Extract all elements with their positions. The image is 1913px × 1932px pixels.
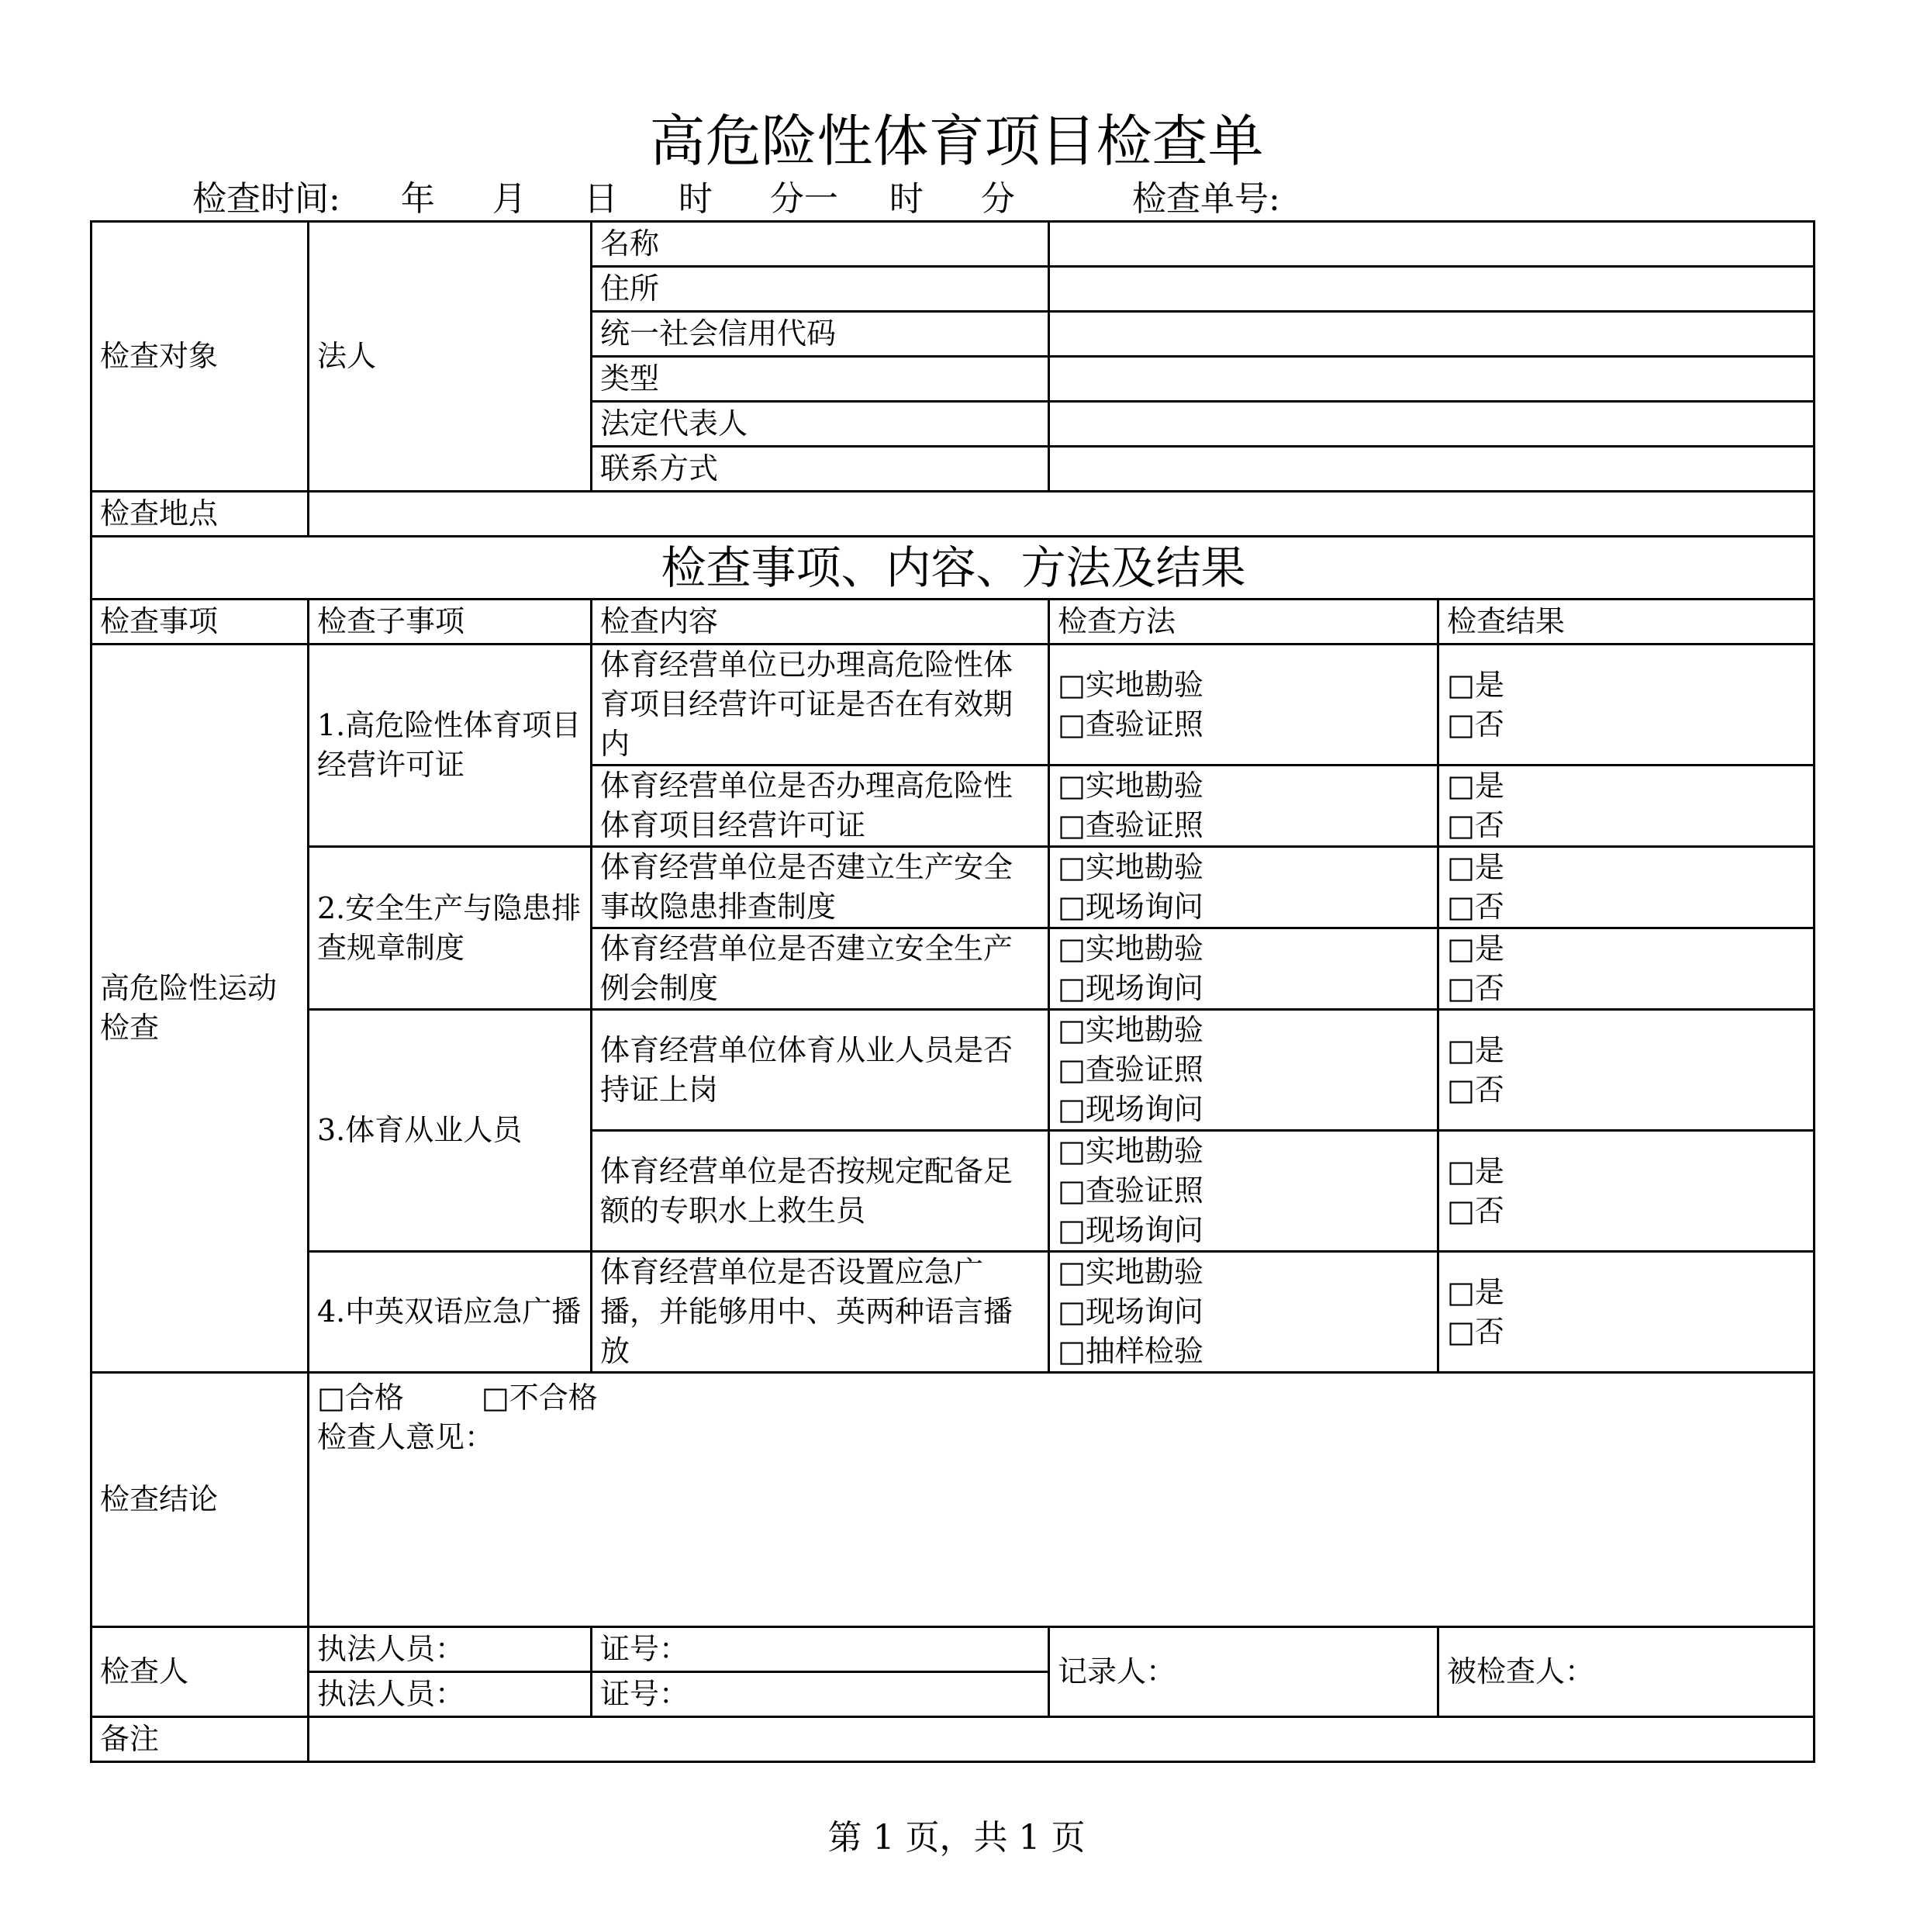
result-cell: [1438, 1010, 1815, 1131]
fail-option[interactable]: □不合格: [481, 1381, 598, 1415]
inspector-label: 检查人: [92, 1627, 309, 1717]
time-label: 检查时间:: [192, 179, 340, 219]
page-title: 高危险性体育项目检查单: [649, 109, 1264, 174]
subitem-safety: 2.安全生产与隐患排查规章制度: [309, 847, 592, 1010]
field-contact-value[interactable]: [1049, 447, 1815, 492]
method-option[interactable]: □实地勘验: [1058, 1013, 1203, 1047]
method-cell: [1049, 928, 1438, 1010]
content-cell: 体育经营单位体育从业人员是否持证上岗: [592, 1010, 1049, 1131]
field-type-label: 类型: [592, 357, 1049, 402]
item-label: 高危险性运动检查: [92, 645, 309, 1373]
content-cell: 体育经营单位是否建立生产安全事故隐患排查制度: [592, 847, 1049, 928]
field-address-value[interactable]: [1049, 267, 1815, 312]
result-no-option[interactable]: □否: [1447, 707, 1504, 741]
field-contact-label: 联系方式: [592, 447, 1049, 492]
header-content: 检查内容: [592, 600, 1049, 645]
officer-label[interactable]: 执法人员：: [309, 1672, 592, 1717]
content-cell: 体育经营单位是否设置应急广播，并能够用中、英两种语言播放: [592, 1252, 1049, 1373]
minute-end-label: 分: [980, 179, 1015, 219]
result-cell: [1438, 928, 1815, 1010]
month-label: 月: [492, 179, 527, 219]
content-cell: 体育经营单位已办理高危险性体育项目经营许可证是否在有效期内: [592, 645, 1049, 766]
result-yes-option[interactable]: □是: [1447, 667, 1504, 702]
subitem-broadcast: 4.中英双语应急广播: [309, 1252, 592, 1373]
field-credit-code-value[interactable]: [1049, 312, 1815, 357]
conclusion-cell[interactable]: [309, 1373, 1815, 1627]
method-cell: [1049, 1252, 1438, 1373]
conclusion-label: 检查结论: [92, 1373, 309, 1627]
method-option[interactable]: □实地勘验: [1058, 769, 1203, 803]
pass-option[interactable]: □合格: [317, 1381, 404, 1415]
subject-type: 法人: [309, 222, 592, 492]
header-subitem: 检查子事项: [309, 600, 592, 645]
method-option[interactable]: □现场询问: [1058, 1092, 1203, 1126]
result-cell: [1438, 1252, 1815, 1373]
header-method: 检查方法: [1049, 600, 1438, 645]
recorder-label[interactable]: 记录人：: [1049, 1627, 1438, 1717]
field-credit-code-label: 统一社会信用代码: [592, 312, 1049, 357]
page-footer: 第 1 页，共 1 页: [827, 1818, 1086, 1858]
field-name-label: 名称: [592, 222, 1049, 267]
method-option[interactable]: □查验证照: [1058, 707, 1203, 741]
field-legal-rep-label: 法定代表人: [592, 402, 1049, 447]
minute-label: 分一: [769, 179, 838, 219]
result-no-option[interactable]: □否: [1447, 1314, 1504, 1349]
opinion-label: 检查人意见：: [317, 1420, 495, 1454]
method-option[interactable]: □查验证照: [1058, 1173, 1203, 1208]
method-option[interactable]: □现场询问: [1058, 1294, 1203, 1329]
result-no-option[interactable]: □否: [1447, 890, 1504, 924]
location-value[interactable]: [309, 492, 1815, 537]
result-yes-option[interactable]: □是: [1447, 1032, 1504, 1067]
officer-label[interactable]: 执法人员：: [309, 1627, 592, 1672]
method-option[interactable]: □实地勘验: [1058, 1255, 1203, 1289]
method-option[interactable]: □实地勘验: [1058, 667, 1203, 702]
field-address-label: 住所: [592, 267, 1049, 312]
inspection-form-table: [90, 220, 1815, 1763]
method-cell: [1049, 1131, 1438, 1252]
result-no-option[interactable]: □否: [1447, 1072, 1504, 1107]
content-cell: 体育经营单位是否办理高危险性体育项目经营许可证: [592, 766, 1049, 847]
result-no-option[interactable]: □否: [1447, 1193, 1504, 1228]
cert-label[interactable]: 证号：: [592, 1672, 1049, 1717]
result-cell: [1438, 847, 1815, 928]
header-item: 检查事项: [92, 600, 309, 645]
result-yes-option[interactable]: □是: [1447, 769, 1504, 803]
method-option[interactable]: □实地勘验: [1058, 1134, 1203, 1168]
result-no-option[interactable]: □否: [1447, 808, 1504, 842]
form-number-label: 检查单号:: [1132, 179, 1280, 219]
remarks-value[interactable]: [309, 1717, 1815, 1762]
method-option[interactable]: □现场询问: [1058, 1213, 1203, 1247]
result-yes-option[interactable]: □是: [1447, 931, 1504, 966]
result-yes-option[interactable]: □是: [1447, 1274, 1504, 1309]
method-option[interactable]: □抽样检验: [1058, 1334, 1203, 1368]
method-option[interactable]: □查验证照: [1058, 1052, 1203, 1087]
method-option[interactable]: □实地勘验: [1058, 850, 1203, 884]
inspected-party-label[interactable]: 被检查人：: [1438, 1627, 1815, 1717]
subitem-license: 1.高危险性体育项目经营许可证: [309, 645, 592, 847]
subitem-staff: 3.体育从业人员: [309, 1010, 592, 1252]
section-title: 检查事项、内容、方法及结果: [92, 537, 1815, 600]
cert-label[interactable]: 证号：: [592, 1627, 1049, 1672]
result-cell: [1438, 766, 1815, 847]
hour-label: 时: [678, 179, 713, 219]
content-cell: 体育经营单位是否建立安全生产例会制度: [592, 928, 1049, 1010]
result-cell: [1438, 1131, 1815, 1252]
method-option[interactable]: □查验证照: [1058, 808, 1203, 842]
field-type-value[interactable]: [1049, 357, 1815, 402]
remarks-label: 备注: [92, 1717, 309, 1762]
subject-label: 检查对象: [92, 222, 309, 492]
method-cell: [1049, 1010, 1438, 1131]
result-yes-option[interactable]: □是: [1447, 850, 1504, 884]
method-option[interactable]: □实地勘验: [1058, 931, 1203, 966]
method-option[interactable]: □现场询问: [1058, 971, 1203, 1005]
method-option[interactable]: □现场询问: [1058, 890, 1203, 924]
result-cell: [1438, 645, 1815, 766]
hour-end-label: 时: [889, 179, 924, 219]
inspection-time-line: [192, 172, 1015, 226]
method-cell: [1049, 766, 1438, 847]
day-label: 日: [583, 179, 618, 219]
method-cell: [1049, 847, 1438, 928]
method-cell: [1049, 645, 1438, 766]
field-legal-rep-value[interactable]: [1049, 402, 1815, 447]
result-yes-option[interactable]: □是: [1447, 1153, 1504, 1188]
year-label: 年: [400, 179, 435, 219]
header-result: 检查结果: [1438, 600, 1815, 645]
result-no-option[interactable]: □否: [1447, 971, 1504, 1005]
content-cell: 体育经营单位是否按规定配备足额的专职水上救生员: [592, 1131, 1049, 1252]
field-name-value[interactable]: [1049, 222, 1815, 267]
location-label: 检查地点: [92, 492, 309, 537]
